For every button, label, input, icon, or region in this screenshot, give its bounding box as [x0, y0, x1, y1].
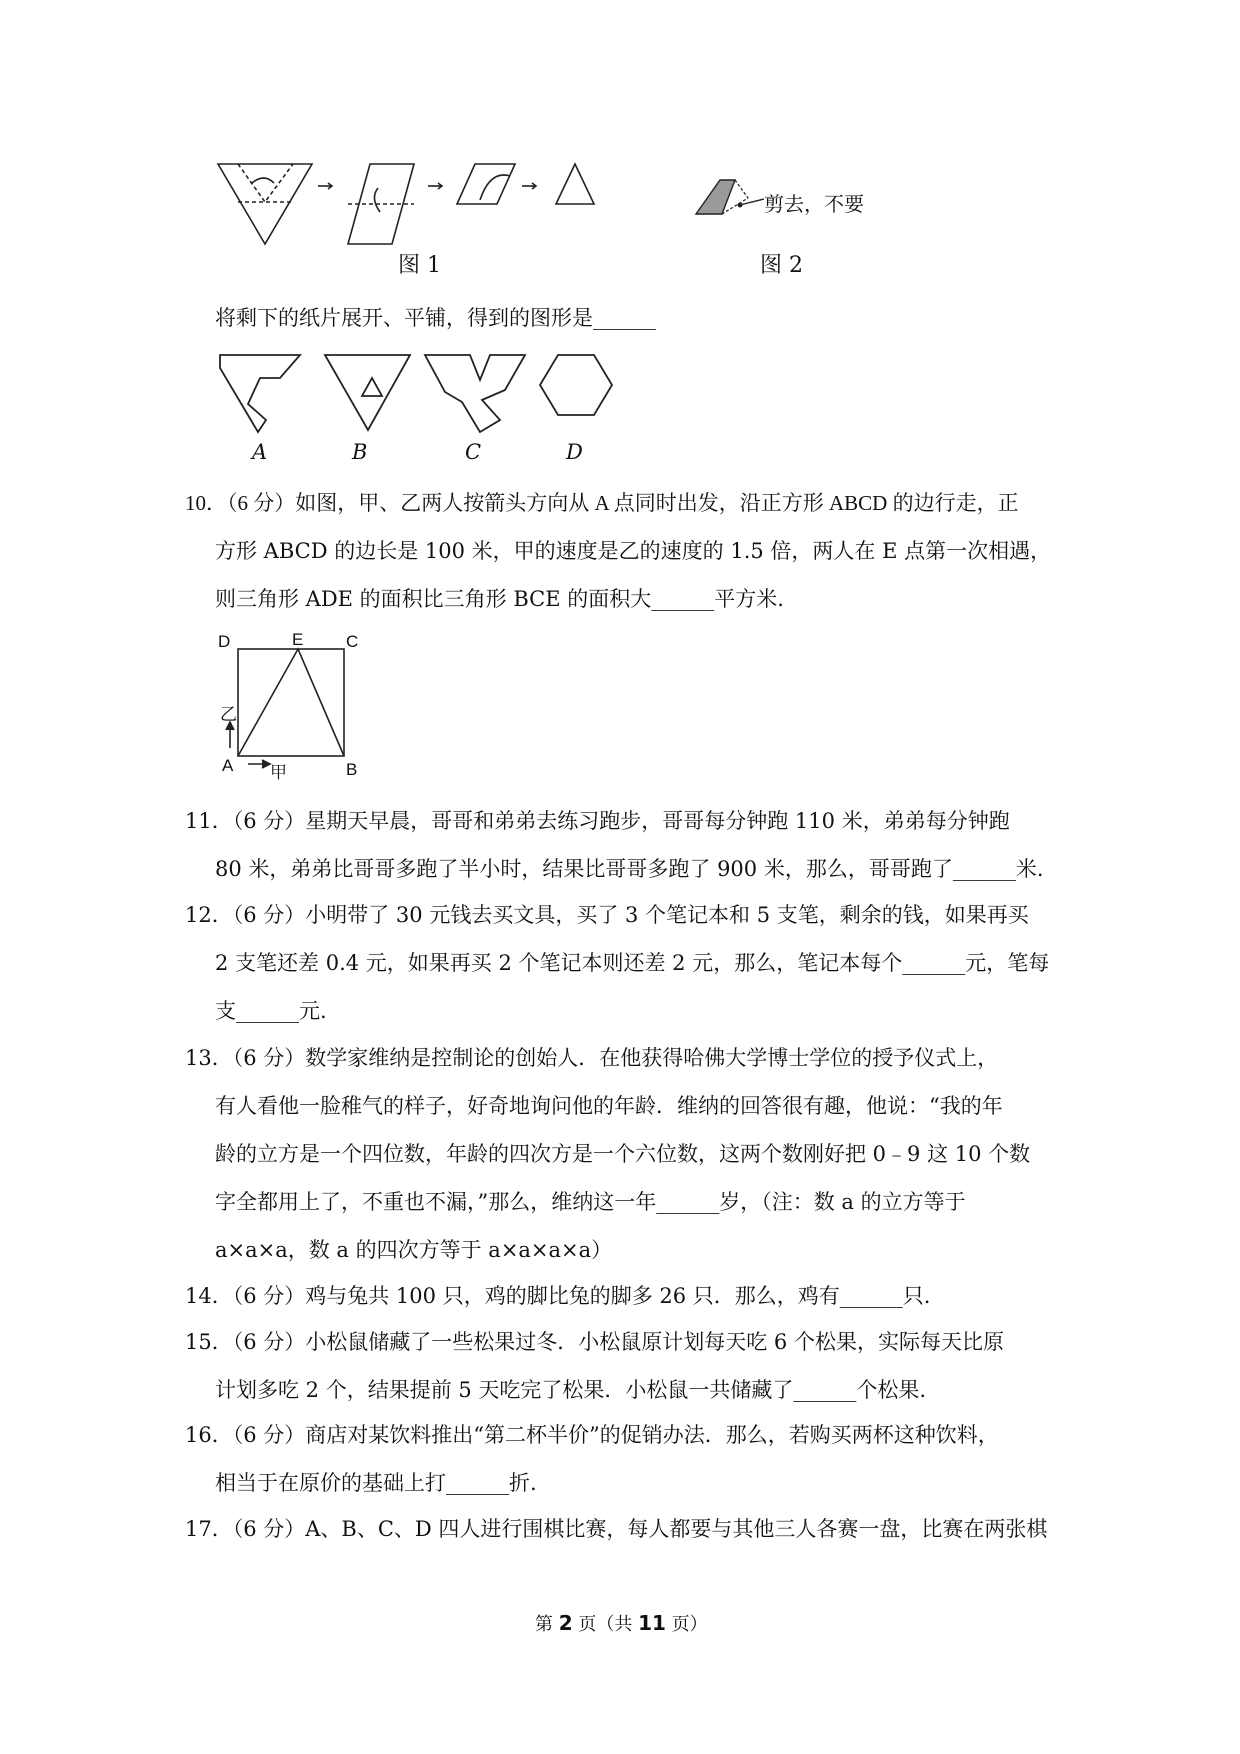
q10-fig-label-c: C [346, 632, 359, 651]
q13-line-3: 龄的立方是一个四位数，年龄的四次方是一个六位数，这两个数刚好把 0﹣9 这 10 个数 [215, 1142, 1031, 1166]
footer-middle: 页（共 [572, 1614, 639, 1635]
q10-fig-label-b: B [346, 760, 358, 779]
q12-line-2: 2 支笔还差 0.4 元，如果再买 2 个笔记本则还差 2 元，那么，笔记本每个______元，笔每 [215, 951, 1050, 975]
option-b-label: B [352, 440, 368, 464]
q10-fig-label-e: E [292, 630, 304, 649]
q12-line-1: 12．（6 分）小明带了 30 元钱去买文具，买了 3 个笔记本和 5 支笔，剩余的钱，如果再买 [185, 903, 1029, 927]
q13-line-1: 13．（6 分）数学家维纳是控制论的创始人．在他获得哈佛大学博士学位的授予仪式上， [185, 1046, 999, 1070]
q9-question-tail: 将剩下的纸片展开、平铺，得到的图形是______ [215, 306, 656, 330]
figure-2-caption: 图 2 [760, 253, 803, 278]
q16-line-2: 相当于在原价的基础上打______折. [215, 1471, 537, 1495]
option-c-label: C [465, 440, 482, 464]
option-a-label: A [252, 440, 268, 464]
q10-fig-label-a: A [222, 756, 234, 775]
q17-line-1: 17．（6 分）A、B、C、D 四人进行围棋比赛，每人都要与其他三人各赛一盘，比赛在两张棋 [185, 1517, 1048, 1541]
figure-1-caption: 图 1 [398, 253, 441, 278]
footer-page-number: 2 [558, 1611, 573, 1635]
q10-fig-label-yi: 乙 [220, 705, 237, 725]
q10-line-1: 10．（6 分）如图，甲、乙两人按箭头方向从 A 点同时出发，沿正方形 ABCD 的边行走，正 [185, 491, 1019, 515]
footer-prefix: 第 [535, 1614, 559, 1635]
q15-line-2: 计划多吃 2 个，结果提前 5 天吃完了松果．小松鼠一共储藏了______个松果. [215, 1378, 927, 1402]
q14-line-1: 14．（6 分）鸡与兔共 100 只，鸡的脚比兔的脚多 26 只．那么，鸡有______只. [185, 1284, 931, 1308]
q13-line-5: a×a×a，数 a 的四次方等于 a×a×a×a） [215, 1238, 613, 1262]
q10-fig-label-jia: 甲 [270, 763, 287, 783]
q11-line-1: 11．（6 分）星期天早晨，哥哥和弟弟去练习跑步，哥哥每分钟跑 110 米，弟弟每分钟跑 [185, 809, 1010, 833]
option-d-label: D [566, 440, 583, 464]
q13-line-4: 字全都用上了，不重也不漏，”那么，维纳这一年______岁，（注：数 a 的立方等于 [215, 1190, 966, 1214]
q13-line-2: 有人看他一脸稚气的样子，好奇地询问他的年龄．维纳的回答很有趣，他说：“我的年 [215, 1094, 1003, 1118]
q10-fig-label-d: D [218, 632, 231, 651]
q10-line-2: 方形 ABCD 的边长是 100 米，甲的速度是乙的速度的 1.5 倍，两人在 E 点第一次相遇， [215, 539, 1052, 563]
q15-line-1: 15．（6 分）小松鼠储藏了一些松果过冬．小松鼠原计划每天吃 6 个松果，实际每天比原 [185, 1330, 1004, 1354]
q12-line-3: 支______元. [215, 999, 327, 1023]
q11-line-2: 80 米，弟弟比哥哥多跑了半小时，结果比哥哥多跑了 900 米，那么，哥哥跑了______米. [215, 857, 1044, 881]
footer-total-pages: 11 [638, 1611, 666, 1635]
q10-line-3: 则三角形 ADE 的面积比三角形 BCE 的面积大______平方米. [215, 587, 784, 611]
figure-2-cut-label: 剪去，不要 [764, 192, 864, 216]
page-footer [535, 1610, 708, 1636]
q16-line-1: 16．（6 分）商店对某饮料推出“第二杯半价”的促销办法．那么，若购买两杯这种饮料， [185, 1423, 999, 1447]
footer-suffix: 页） [665, 1614, 708, 1635]
